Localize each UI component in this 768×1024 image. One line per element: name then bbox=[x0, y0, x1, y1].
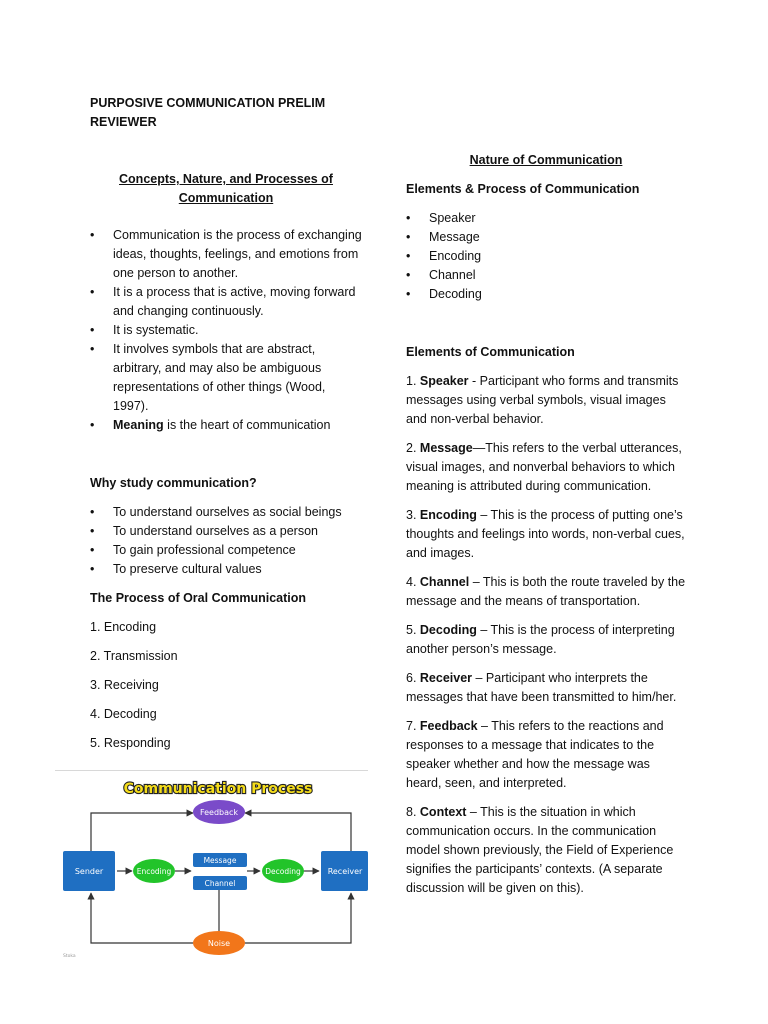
definition-paragraph: 3. Encoding – This is the process of putting one’s thoughts and feelings into words, non-verbal cues, and images. bbox=[406, 508, 685, 560]
encoding-node bbox=[133, 859, 175, 883]
svg-text:Channel: Channel bbox=[204, 879, 236, 888]
list-item: • To gain professional competence bbox=[90, 541, 362, 560]
list-item: • Decoding bbox=[406, 285, 686, 304]
list-item: • To understand ourselves as social beings bbox=[90, 503, 362, 522]
list-item: • It is systematic. bbox=[90, 321, 362, 340]
definition-paragraph: 1. Speaker - Participant who forms and transmits messages using verbal symbols, visual images and non-verbal behavior. bbox=[406, 374, 679, 426]
svg-text:Decoding: Decoding bbox=[265, 867, 301, 876]
document-title: PURPOSIVE COMMUNICATION PRELIM REVIEWER bbox=[90, 96, 326, 129]
elements-bullet-list bbox=[406, 209, 686, 304]
list-item: • Communication is the process of exchanging ideas, thoughts, feelings, and emotions from one person to another. bbox=[90, 226, 362, 283]
noise-node bbox=[193, 931, 245, 955]
right-column bbox=[406, 151, 686, 898]
list-item: • Message bbox=[406, 228, 686, 247]
list-item: • To understand ourselves as a person bbox=[90, 522, 362, 541]
list-item: • Encoding bbox=[406, 247, 686, 266]
sender-node bbox=[63, 851, 115, 891]
svg-text:Feedback: Feedback bbox=[199, 808, 239, 817]
feedback-node bbox=[193, 800, 245, 824]
list-item: • Channel bbox=[406, 266, 686, 285]
definition-paragraph: 8. Context – This is the situation in which communication occurs. In the communication model shown previously, the Field of Experience signifies the participants’ contexts. (A separate discussion will be given on this). bbox=[406, 805, 674, 895]
list-item: • Speaker bbox=[406, 209, 686, 228]
section-heading-why-study: Why study communication? bbox=[90, 476, 257, 490]
diagram-footer-mark: Stoka bbox=[63, 954, 76, 959]
diagram-title bbox=[124, 781, 313, 797]
definition-paragraph: 5. Decoding – This is the process of interpreting another person’s message. bbox=[406, 623, 675, 656]
list-item: • It involves symbols that are abstract, arbitrary, and may also be ambiguous representations of other things (Wood, 1997). bbox=[90, 340, 362, 416]
svg-text:Noise: Noise bbox=[207, 939, 231, 948]
list-item: • Meaning is the heart of communication bbox=[90, 416, 362, 435]
channel-node bbox=[193, 876, 247, 890]
definition-paragraph: 4. Channel – This is both the route traveled by the message and the means of transportation. bbox=[406, 575, 686, 608]
svg-text:Communication Process: Communication Process bbox=[123, 781, 313, 797]
svg-text:Encoding: Encoding bbox=[136, 867, 172, 876]
process-step: 3. Receiving bbox=[90, 678, 159, 692]
definition-paragraph: 6. Receiver – Participant who interprets the messages that have been transmitted to him/her. bbox=[406, 671, 677, 704]
section-heading-elements: Elements of Communication bbox=[406, 345, 575, 359]
definition-paragraph: 2. Message—This refers to the verbal utterances, visual images, and nonverbal behaviors to which meaning is attributed during communication. bbox=[406, 441, 682, 493]
svg-text:Sender: Sender bbox=[74, 867, 104, 876]
process-step: 5. Responding bbox=[90, 736, 171, 750]
section-heading-elements-process: Elements & Process of Communication bbox=[406, 182, 640, 196]
section-heading-concepts: Concepts, Nature, and Processes of Communication bbox=[119, 172, 333, 205]
process-step: 2. Transmission bbox=[90, 649, 178, 663]
concepts-bullet-list bbox=[90, 226, 362, 435]
message-node bbox=[193, 853, 247, 867]
section-heading-oral-process: The Process of Oral Communication bbox=[90, 591, 307, 605]
process-step: 1. Encoding bbox=[90, 620, 157, 634]
communication-process-diagram bbox=[55, 770, 368, 959]
decoding-node bbox=[262, 859, 304, 883]
definition-paragraph: 7. Feedback – This refers to the reactions and responses to a message that indicates to the speaker whether and how the message was heard, seen, and interpreted. bbox=[406, 719, 664, 790]
receiver-node bbox=[321, 851, 368, 891]
list-item: • To preserve cultural values bbox=[90, 560, 362, 579]
left-column bbox=[90, 170, 362, 753]
svg-text:Receiver: Receiver bbox=[327, 867, 363, 876]
svg-text:Message: Message bbox=[203, 856, 237, 865]
section-heading-nature: Nature of Communication bbox=[469, 153, 623, 167]
process-step: 4. Decoding bbox=[90, 707, 157, 721]
list-item: • It is a process that is active, moving forward and changing continuously. bbox=[90, 283, 362, 321]
why-study-bullet-list bbox=[90, 503, 362, 579]
